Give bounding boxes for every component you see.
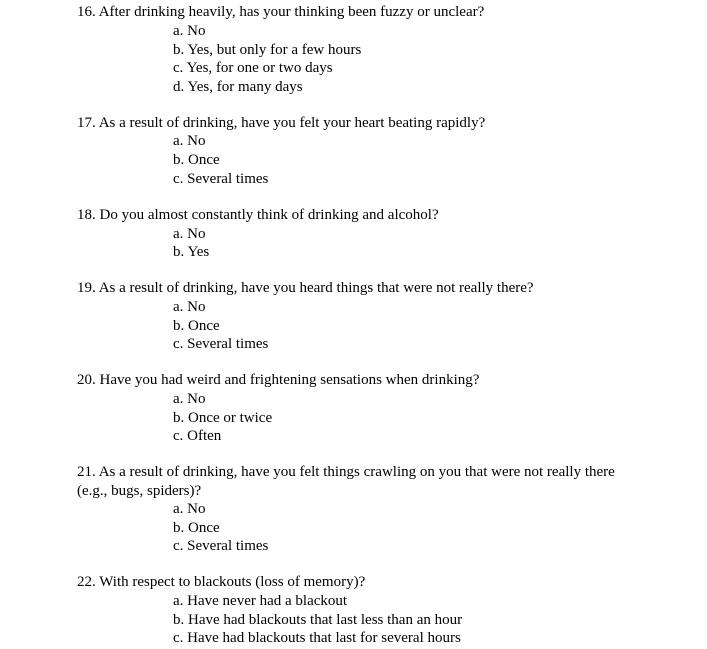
question-text (77, 114, 637, 133)
answer-option: a. No (173, 299, 206, 315)
question-text (77, 3, 637, 22)
question-prompt: As a result of drinking, have you heard things that were not really there? (98, 280, 534, 296)
answer-option: c. Several times (173, 538, 269, 554)
question-prompt: After drinking heavily, has your thinking been fuzzy or unclear? (98, 4, 485, 20)
answer-option: a. No (173, 23, 206, 39)
answer-option: a. No (173, 501, 206, 517)
question-prompt: As a result of drinking, have you felt your heart beating rapidly? (98, 115, 486, 131)
question-number: 19. (77, 280, 96, 296)
question-text (77, 573, 637, 592)
answer-option: b. Yes (173, 244, 210, 260)
answer-option: b. Yes, but only for a few hours (173, 41, 362, 58)
question-number: 21. (77, 464, 96, 480)
question-text (77, 206, 637, 225)
answer-option: d. Yes, for many days (173, 78, 303, 95)
answer-option: c. Several times (173, 170, 269, 187)
question-text (77, 279, 637, 298)
answer-option: b. Once (173, 152, 220, 168)
answer-option: b. Once (173, 519, 220, 536)
answer-option: b. Once or twice (173, 409, 273, 426)
question-prompt: Do you almost constantly think of drinking and alcohol? (99, 207, 439, 223)
question-number: 22. (77, 574, 96, 590)
answer-option: c. Often (173, 428, 222, 444)
answer-option: c. Yes, for one or two days (173, 60, 333, 76)
question-number: 17. (77, 115, 96, 131)
answer-option: a. Have never had a blackout (173, 593, 348, 609)
answer-option: c. Have had blackouts that last for several hours (173, 630, 461, 646)
question-number: 16. (77, 4, 96, 20)
question-prompt: Have you had weird and frightening sensations when drinking? (99, 372, 480, 388)
answer-option: c. Several times (173, 336, 269, 352)
answer-option: b. Have had blackouts that last less than an hour (173, 611, 463, 628)
question-prompt: As a result of drinking, have you felt things crawling on you that were not really there (e.g., bugs, spiders)? (77, 464, 615, 499)
question-number: 20. (77, 372, 96, 388)
answer-option: a. No (173, 133, 206, 149)
answer-option: a. No (173, 391, 206, 407)
question-text (77, 463, 637, 501)
question-number: 18. (77, 207, 96, 223)
answer-option: b. Once (173, 317, 220, 334)
question-text (77, 371, 637, 390)
question-prompt: With respect to blackouts (loss of memory)? (99, 574, 366, 590)
answer-option: a. No (173, 225, 206, 242)
